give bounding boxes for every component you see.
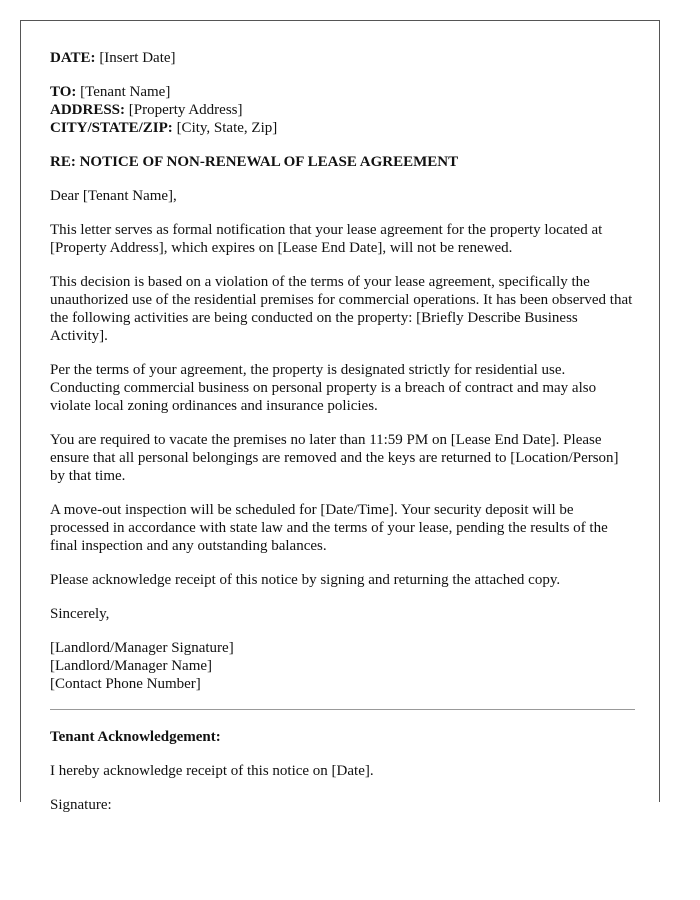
letter-page <box>20 20 660 813</box>
acknowledgement-signature-label: Signature: <box>50 797 112 813</box>
section-divider <box>50 709 635 710</box>
paragraph-acknowledge: Please acknowledge receipt of this notice by signing and returning the attached copy. <box>50 572 561 588</box>
landlord-name: [Landlord/Manager Name] <box>50 658 213 674</box>
closing: Sincerely, <box>50 606 110 622</box>
recipient-block <box>50 83 635 137</box>
salutation: Dear [Tenant Name], <box>50 188 177 204</box>
date-value: [Insert Date] <box>99 50 176 66</box>
to-value: [Tenant Name] <box>80 84 171 100</box>
subject-line: RE: NOTICE OF NON-RENEWAL OF LEASE AGREEMENT <box>50 154 459 170</box>
paragraph-inspection: A move-out inspection will be scheduled for [Date/Time]. Your security deposit will be processed in accordance with state law and the terms of your lease, pending the results of the final inspection and any outstanding balances. <box>50 502 608 554</box>
acknowledgement-text: I hereby acknowledge receipt of this notice on [Date]. <box>50 763 374 779</box>
date-block <box>50 49 635 67</box>
paragraph-vacate: You are required to vacate the premises no later than 11:59 PM on [Lease End Date]. Please ensure that all personal belongings are removed and the keys are returned to [Location/Person] by that time. <box>50 432 619 484</box>
date-label: DATE: <box>50 50 96 66</box>
signature-block <box>50 639 635 693</box>
address-value: [Property Address] <box>128 102 243 118</box>
paragraph-notification: This letter serves as formal notification that your lease agreement for the property located at [Property Address], which expires on [Lease End Date], will not be renewed. <box>50 222 603 256</box>
date-line <box>50 49 635 67</box>
acknowledgement-heading: Tenant Acknowledgement: <box>50 729 221 745</box>
landlord-signature: [Landlord/Manager Signature] <box>50 640 234 656</box>
to-line <box>50 83 635 101</box>
to-label: TO: <box>50 84 77 100</box>
address-line <box>50 101 635 119</box>
city-label: CITY/STATE/ZIP: <box>50 120 173 136</box>
city-line <box>50 119 635 137</box>
letter-content <box>50 49 635 830</box>
contact-phone: [Contact Phone Number] <box>50 676 201 692</box>
paragraph-violation: This decision is based on a violation of the terms of your lease agreement, specifically the unauthorized use of the residential premises for commercial operations. It has been observed that the following activities are being conducted on the property: [Briefly Describe Business Activity]. <box>50 274 633 344</box>
address-label: ADDRESS: <box>50 102 126 118</box>
paragraph-terms: Per the terms of your agreement, the property is designated strictly for residential use. Conducting commercial business on personal property is a breach of contract and may also violate local zoning ordinances and insurance policies. <box>50 362 597 414</box>
city-value: [City, State, Zip] <box>176 120 278 136</box>
